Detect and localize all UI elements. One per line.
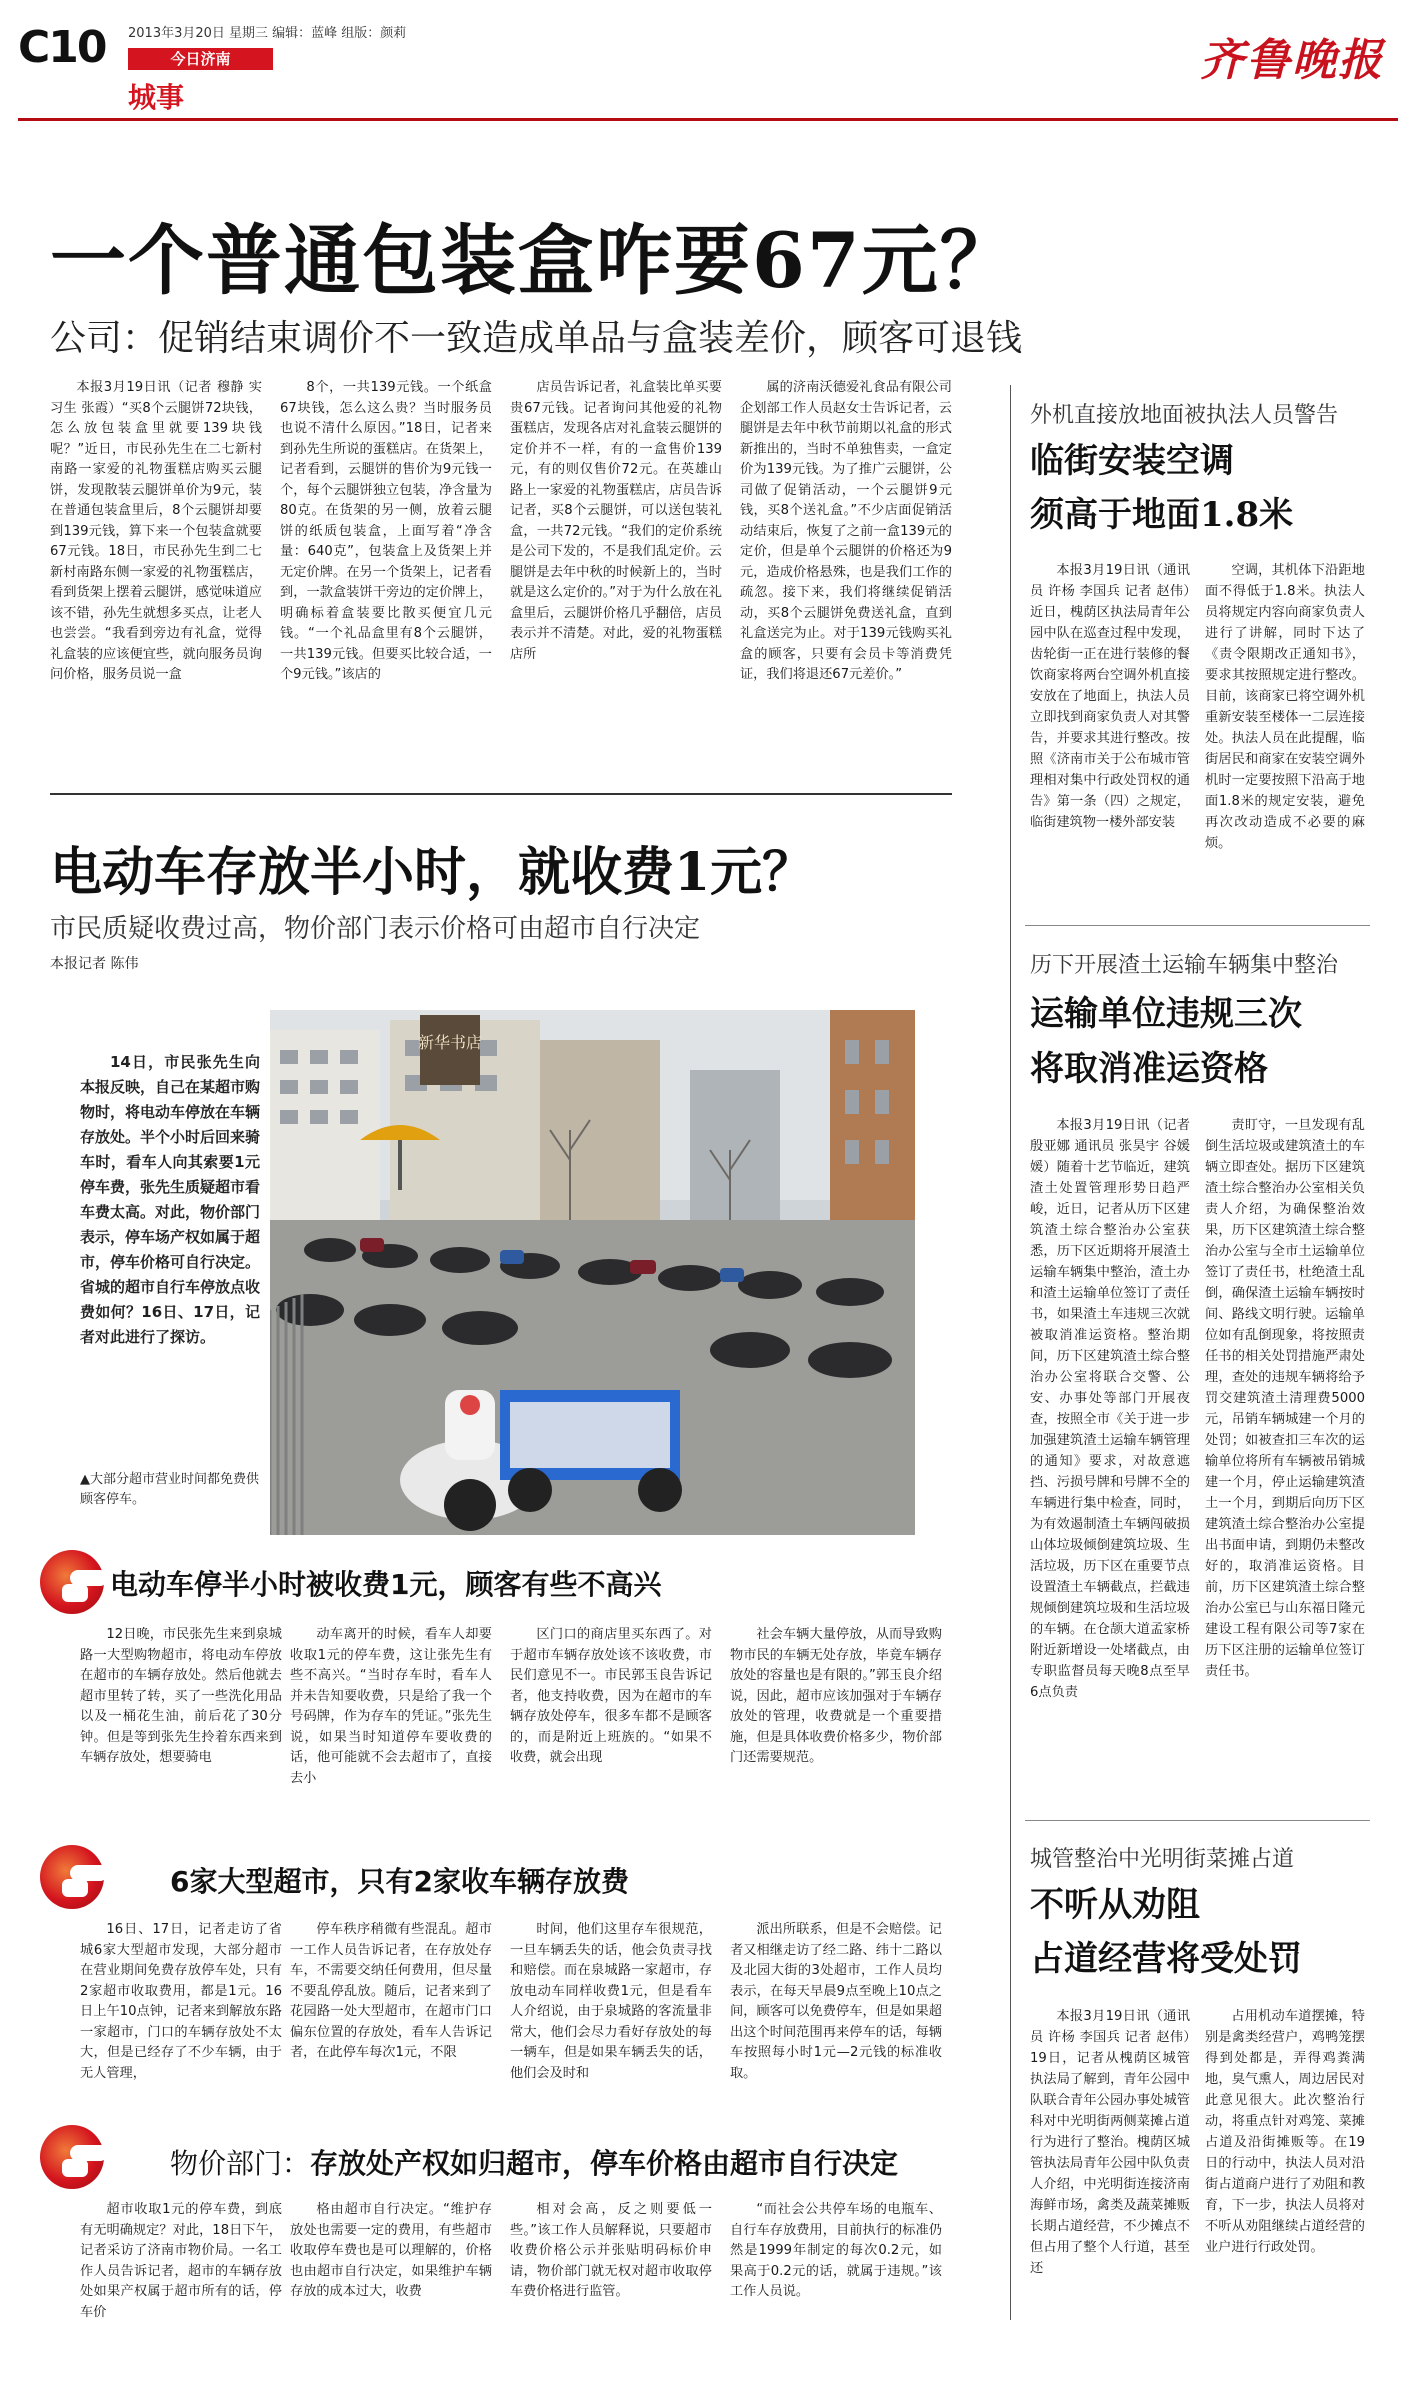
pointing-hand-icon — [40, 1845, 104, 1909]
section-c-column-2: 格由超市自行决定。“维护存放处也需要一定的费用，有些超市收取停车费也是可以理解的，价格也由超市自行决定，如果维护车辆存放的成本过大，收费 — [290, 2202, 492, 2299]
lead-subheadline: 公司：促销结束调价不一致造成单品与盒装差价，顾客可退钱 — [50, 318, 1023, 359]
side2-kicker: 历下开展渣土运输车辆集中整治 — [1030, 953, 1339, 978]
story2-byline: 本报记者 陈伟 — [50, 956, 139, 972]
lead-divider — [50, 793, 952, 795]
side2-title-line2: 将取消准运资格 — [1030, 1049, 1268, 1089]
section-b-column-1: 16日、17日，记者走访了省城6家大型超市发现，大部分超市在营业期间免费存放停车处，只有2家超市收取费用，都是1元。16日上午10点钟，记者来到解放东路一家超市，门口的车辆存放处不太大，但是已经存了不少车辆，由于无人管理， — [80, 1922, 282, 2081]
section-b-column-2: 停车秩序稍微有些混乱。超市一工作人员告诉记者，在存放处存车，不需要交纳任何费用，但尽量不要乱停乱放。随后，记者来到了花园路一处大型超市，在超市门口偏东位置的存放处，看车人告诉记者，在此停车每次1元，不限 — [290, 1922, 492, 2060]
side2-divider — [1025, 1820, 1370, 1821]
side1-divider — [1025, 925, 1370, 926]
lead-column-4: 属的济南沃德爱礼食品有限公司企划部工作人员赵女士告诉记者，云腿饼是去年中秋节前期以礼盒的形式新推出的，当时不单独售卖，一盒定价为139元钱。为了推广云腿饼，公司做了促销活动，一个云腿饼9元钱，买8个送礼盒。”不少店面促销活动结束后，恢复了之前一盒139元的定价，但是单个云腿饼的价格还为9元，造成价格悬殊，也是我们工作的疏忽。接下来，我们将继续促销活动，买8个云腿饼免费送礼盒，直到礼盒送完为止。对于139元钱购买礼盒的顾客，只要有会员卡等消费凭证，我们将退还67元差价。” — [740, 380, 952, 682]
section-c-heading-main: 存放处产权如归超市，停车价格由超市自行决定 — [310, 2147, 899, 2180]
section-a-column-2: 动车离开的时候，看车人却要收取1元的停车费，这让张先生有些不高兴。“当时存车时，看车人并未告知要收费，只是给了我一个号码牌，作为存车的凭证。”张先生说，如果当时知道停车要收费的话，他可能就不会去超市了，直接去小 — [290, 1627, 492, 1786]
side3-kicker: 城管整治中光明街菜摊占道 — [1030, 1847, 1295, 1872]
story2-subheadline: 市民质疑收费过高，物价部门表示价格可由超市自行决定 — [50, 914, 701, 944]
section-b-column-4: 派出所联系，但是不会赔偿。记者又相继走访了经二路、纬十二路以及北园大街的3处超市，工作人员均表示，在每天早晨9点至晚上10点之间，顾客可以免费停车，但是如果超出这个时间范围再来停车的话，每辆车按照每小时1元—2元钱的标准收取。 — [730, 1922, 942, 2081]
lead-headline: 一个普通包装盒咋要67元？ — [50, 216, 1018, 305]
section-c-heading — [170, 2142, 898, 2182]
parking-photo — [270, 1010, 915, 1535]
header-rule — [18, 118, 1398, 121]
newspaper-logo: 齐鲁晚报 — [1200, 35, 1384, 86]
side3-column-2: 占用机动车道摆摊，特别是禽类经营户，鸡鸭笼摆得到处都是，弄得鸡粪满地，臭气熏人，周边居民对此意见很大。此次整治行动，将重点针对鸡笼、菜摊占道及沿街摊贩等。在19日的行动中，执法人员对沿街占道商户进行了劝阻和教育，下一步，执法人员将对不听从劝阻继续占道经营的业户进行行政处罚。 — [1205, 2009, 1365, 2255]
story2-intro: 14日，市民张先生向本报反映，自己在某超市购物时，将电动车停放在车辆存放处。半个小时后回来骑车时，看车人向其索要1元停车费，张先生质疑超市看车费太高。对此，物价部门表示，停车场产权如属于超市，停车价格可自行决定。省城的超市自行车停放点收费如何？16日、17日，记者对此进行了探访。 — [80, 1053, 261, 1346]
lead-column-3: 店员告诉记者，礼盒装比单买要贵67元钱。记者询问其他爱的礼物蛋糕店，发现各店对礼盒装云腿饼的定价并不一样，有的一盒售价139元，有的则仅售价72元。在英雄山路上一家爱的礼物蛋糕店，店员告诉记者，买8个云腿饼，可以送包装礼盒，一共72元钱。“我们的定价系统是公司下发的，不是我们乱定价。云腿饼是去年中秋的时候新上的，当时就是这么定价的。”对于为什么放在礼盒里后，云腿饼价格几乎翻倍，店员表示并不清楚。对此，爱的礼物蛋糕店所 — [510, 380, 722, 662]
side1-column-1: 本报3月19日讯（通讯员 许杨 李国兵 记者 赵伟）近日，槐荫区执法局青年公园中队在巡查过程中发现，齿轮街一正在进行装修的餐饮商家将两台空调外机直接安放在了地面上，执法人员立即找到商家负责人对其警告，并要求其进行整改。按照《济南市关于公布城市管理相对集中行政处罚权的通告》第一条（四）之规定，临街建筑物一楼外部安装 — [1030, 563, 1190, 830]
sidebar-divider — [1010, 385, 1011, 2320]
side1-kicker: 外机直接放地面被执法人员警告 — [1030, 403, 1339, 428]
side2-column-1: 本报3月19日讯（记者 殷亚娜 通讯员 张昊宇 谷媛媛）随着十艺节临近，建筑渣土处置管理形势日趋严峻，近日，记者从历下区建筑渣土综合整治办公室获悉，历下区近期将开展渣土运输车辆集中整治，渣土办和渣土运输单位签订了责任书，如果渣土车违规三次就被取消准运资格。整治期间，历下区建筑渣土综合整治办公室将联合交警、公安、办事处等部门开展夜查，按照全市《关于进一步加强建筑渣土运输车辆管理的通知》要求，对故意遮挡、污损号牌和号牌不全的车辆进行集中检查，同时，为有效遏制渣土车辆闯破损山体垃圾倾倒建筑垃圾、生活垃圾，历下区在重要节点设置渣土车辆截点，拦截违规倾倒建筑垃圾和生活垃圾的车辆。在仓颉大道孟家桥附近新增设一处堵截点，由专职监督员每天晚8点至早6点负责 — [1030, 1118, 1190, 1700]
page-number: C10 — [18, 22, 106, 73]
side1-title-line1: 临街安装空调 — [1030, 441, 1234, 481]
pointing-hand-icon — [40, 2125, 104, 2189]
side3-column-1: 本报3月19日讯（通讯员 许杨 李国兵 记者 赵伟）19日，记者从槐荫区城管执法局了解到，青年公园中队联合青年公园办事处城管科对中光明街两侧菜摊占道行为进行了整治。槐荫区城管执法局青年公园中队负责人介绍，中光明街连接济南海鲜市场，禽类及蔬菜摊贩长期占道经营，不少摊点不但占用了整个人行道，甚至还 — [1030, 2009, 1190, 2276]
section-b-column-3: 时间，他们这里存车很规范，一旦车辆丢失的话，他会负责寻找和赔偿。而在泉城路一家超市，存放电动车同样收费1元，但是看车人介绍说，由于泉城路的客流量非常大，他们会尽力看好存放处的每一辆车，但是如果车辆丢失的话，他们会及时和 — [510, 1922, 712, 2081]
side1-title-line2: 须高于地面1.8米 — [1030, 495, 1294, 535]
photo-caption: ▲大部分超市营业时间都免费供顾客停车。 — [80, 1472, 259, 1507]
side1-column-2: 空调，其机体下沿距地面不得低于1.8米。执法人员将规定内容向商家负责人进行了讲解，同时下达了《责令限期改正通知书》，要求其按照规定进行整改。目前，该商家已将空调外机重新安装至楼体一二层连接处。执法人员在此提醒，临街居民和商家在安装空调外机时一定要按照下沿高于地面1.8米的规定安装，避免再次改动造成不必要的麻烦。 — [1205, 563, 1365, 851]
side2-title-line1: 运输单位违规三次 — [1030, 994, 1302, 1034]
section-b-heading: 6家大型超市，只有2家收车辆存放费 — [170, 1865, 629, 1898]
section-c-column-4: “而社会公共停车场的电瓶车、自行车存放费用，目前执行的标准仍然是1999年制定的每次0.2元，如果高于0.2元的话，就属于违规。”该工作人员说。 — [730, 2202, 942, 2299]
pointing-hand-icon — [40, 1550, 104, 1614]
section-a-heading: 电动车停半小时被收费1元，顾客有些不高兴 — [110, 1568, 662, 1601]
side2-column-2: 责盯守，一旦发现有乱倒生活垃圾或建筑渣土的车辆立即查处。据历下区建筑渣土综合整治办公室相关负责人介绍，为确保整治效果，历下区建筑渣土综合整治办公室与全市土运输单位签订了责任书，杜绝渣土乱倒，确保渣土运输车辆按时间、路线文明行驶。运输单位如有乱倒现象，将按照责任书的相关处罚措施严肃处理，查处的违规车辆将给予罚交建筑渣土清理费5000元，吊销车辆城建一个月的处罚；如被查扣三车次的运输单位将所有车辆被吊销城建一个月，停止运输建筑渣土一个月，到期后向历下区建筑渣土综合整治办公室提出书面申请，到期仍未整改好的，取消准运资格。目前，历下区建筑渣土综合整治办公室已与山东福日隆元建设工程有限公司等7家在历下区注册的运输单位签订责任书。 — [1205, 1118, 1365, 1679]
section-c-heading-lead: 物价部门： — [170, 2147, 311, 2180]
section-name: 城事 — [128, 81, 185, 114]
side3-title-line2: 占道经营将受处罚 — [1030, 1939, 1302, 1979]
section-c-column-3: 相对会高，反之则要低一些。”该工作人员解释说，只要超市收费价格公示并张贴明码标价申请，物价部门就无权对超市收取停车费价格进行监管。 — [510, 2202, 712, 2299]
side3-title-line1: 不听从劝阻 — [1030, 1885, 1200, 1925]
section-a-column-1: 12日晚，市民张先生来到泉城路一大型购物超市，将电动车停放在超市的车辆存放处。然后他就去超市里转了转，买了一些洗化用品以及一桶花生油，前后花了30分钟。但是等到张先生拎着东西来到车辆存放处，想要骑电 — [80, 1627, 282, 1765]
section-c-column-1: 超市收取1元的停车费，到底有无明确规定？对此，18日下午，记者采访了济南市物价局。一名工作人员告诉记者，超市的车辆存放处如果产权属于超市所有的话，停车价 — [80, 2202, 282, 2320]
issue-meta: 2013年3月20日 星期三 编辑：蓝峰 组版：颜莉 — [128, 26, 407, 41]
story2-headline: 电动车存放半小时，就收费1元？ — [50, 842, 815, 903]
lead-column-1: 本报3月19日讯（记者 穆静 实习生 张霞）“买8个云腿饼72块钱，怎么放包装盒里就要139块钱呢？”近日，市民孙先生在二七新村南路一家爱的礼物蛋糕店购买云腿饼，发现散装云腿饼单价为9元，装在普通包装盒里后，8个云腿饼却要到139元钱，算下来一个包装盒就要67元钱。18日，市民孙先生到二七新村南路东侧一家爱的礼物蛋糕店，看到货架上摆着云腿饼，感觉味道应该不错，孙先生就想多买点，让老人也尝尝。“我看到旁边有礼盒，觉得礼盒装的应该便宜些，就向服务员询问价格，服务员说一盒 — [50, 380, 262, 682]
bookstore-sign: 新华书店 — [417, 1033, 483, 1052]
section-tag: 今日济南 — [128, 48, 273, 70]
lead-column-2: 8个，一共139元钱。一个纸盒67块钱，怎么这么贵？当时服务员也说不清什么原因。”18日，记者来到孙先生所说的蛋糕店。在货架上，记者看到，云腿饼的售价为9元钱一个，每个云腿饼独立包装，净含量为80克。在货架的另一侧，放着云腿饼的纸质包装盒，上面写着“净含量：640克”，包装盒上及货架上并无定价牌。在另一个货架上，记者看到，一款盒装饼干旁边的定价牌上，明确标着盒装要比散买便宜几元钱。“一个礼品盒里有8个云腿饼，一共139元钱。但要买比较合适，一个9元钱。”该店的 — [280, 380, 492, 682]
section-a-column-4: 社会车辆大量停放，从而导致购物市民的车辆无处存放，毕竟车辆存放处的容量也是有限的。”郭玉良介绍说，因此，超市应该加强对于车辆存放处的管理，收费就是一个重要措施，但是具体收费价格多少，物价部门还需要规范。 — [730, 1627, 942, 1765]
section-a-column-3: 区门口的商店里买东西了。对于超市车辆存放处该不该收费，市民们意见不一。市民郭玉良告诉记者，他支持收费，因为在超市的车辆存放处停车，很多车都不是顾客的，而是附近上班族的。“如果不收费，就会出现 — [510, 1627, 712, 1765]
